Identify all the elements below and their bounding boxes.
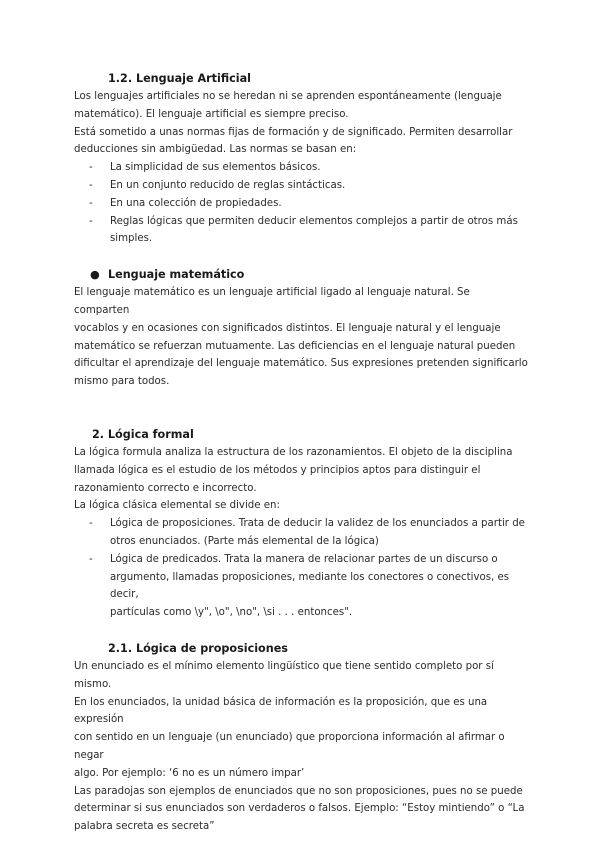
heading-logica-de-proposiciones: 2.1. Lógica de proposiciones [108,641,288,655]
list-item [74,551,528,622]
paragraph-line: Los lenguajes artificiales no se heredan ni se aprenden espontáneamente (lenguaje [74,91,502,102]
heading-logica-formal: 2. Lógica formal [92,427,194,441]
list-item-text: argumento, llamadas proposiciones, mediante los conectores o conectivos, es decir, [110,571,510,601]
list-item-text: partículas como \y", \o", \no", \si . . . entonces". [110,607,353,619]
normas-list [74,159,528,248]
paragraph-line: matemático se refuerzan mutuamente. Las deficiencias en el lenguaje natural pueden [74,340,516,352]
paragraph-line: razonamiento correcto e incorrecto. [74,482,257,494]
list-item-text: Reglas lógicas que permiten deducir elementos complejos a partir de otros más [110,215,518,227]
bullet-icon: ● [90,268,100,282]
heading-lenguaje-artificial: 1.2. Lenguaje Artificial [108,72,251,85]
heading-lenguaje-matematico [74,266,528,284]
list-item [74,515,528,551]
list-item-text: simples. [110,233,153,245]
dash-marker: - [89,179,93,191]
heading-text: Lenguaje matemático [108,268,245,282]
dash-marker: - [89,197,93,209]
list-item [74,195,528,213]
list-item [74,159,528,177]
paragraph-line: deducciones sin ambigüedad. Las normas se basan en: [74,144,357,156]
paragraph-line: con sentido en un lenguaje (un enunciado) que proporciona información al afirmar o negar [74,732,505,761]
paragraph-line: Está sometido a unas normas fijas de formación y de significado. Permiten desarrollar [74,126,513,138]
list-item-text: La simplicidad de sus elementos básicos. [110,162,321,174]
list-item-text: otros enunciados. (Parte más elemental de la lógica) [110,535,379,547]
paragraph-line: vocablos y en ocasiones con significados distintos. El lenguaje natural y el lenguaje [74,322,501,334]
paragraph-line: El lenguaje matemático es un lenguaje artificial ligado al lenguaje natural. Se comparten [74,287,470,316]
paragraph-line: llamada lógica es el estudio de los métodos y principios aptos para distinguir el [74,464,481,476]
paragraph-line: mismo para todos. [74,376,170,388]
list-item-text: Lógica de proposiciones. Trata de deducir la validez de los enunciados a partir de [110,518,525,530]
paragraph-line: En los enunciados, la unidad básica de información es la proposición, que es una expresión [74,696,488,726]
dash-marker: - [89,162,93,174]
paragraph-line: Las paradojas son ejemplos de enunciados que no son proposiciones, pues no se puede [74,785,523,797]
list-item-text: En un conjunto reducido de reglas sintácticas. [110,179,346,191]
dash-marker: - [89,215,93,227]
list-item-text: Lógica de predicados. Trata la manera de relacionar partes de un discurso o [110,553,498,565]
paragraph-line: dificultar el aprendizaje del lenguaje matemático. Sus expresiones pretenden significarlo [74,358,528,370]
dash-marker: - [89,518,93,530]
paragraph-line: La lógica formula analiza la estructura de los razonamientos. El objeto de la disciplina [74,446,513,458]
paragraph-line: algo. Por ejemplo: ‘6 no es un número impar’ [74,767,305,779]
paragraph-line: palabra secreta es secreta” [74,821,215,833]
paragraph-line: Un enunciado es el mínimo elemento lingüístico que tiene sentido completo por sí mismo. [74,660,494,690]
paragraph-line: La lógica clásica elemental se divide en: [74,500,280,512]
list-item [74,213,528,249]
paragraph-line: matemático). El lenguaje artificial es siempre preciso. [74,108,349,120]
paragraph-line: determinar si sus enunciados son verdaderos o falsos. Ejemplo: “Estoy mintiendo” o “La [74,803,525,815]
list-item-text: En una colección de propiedades. [110,197,282,209]
logica-list [74,515,528,622]
list-item [74,177,528,195]
dash-marker: - [89,553,93,565]
document-page [74,70,528,836]
